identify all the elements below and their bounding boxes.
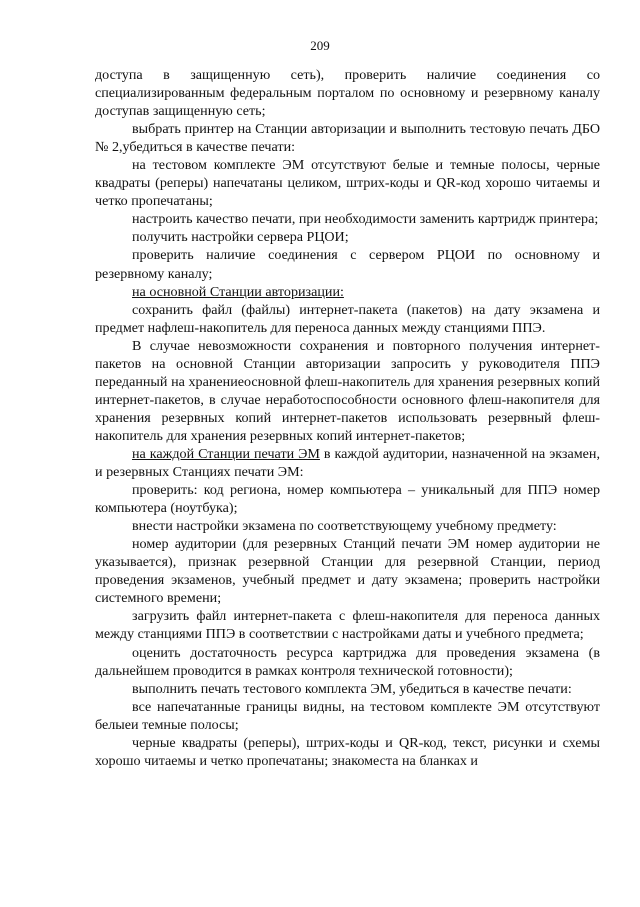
print-station-heading-rest: в каждой аудитории, назначенной на экзамен, и резервных Станциях печати ЭМ: [95,445,600,481]
paragraph-select-printer: выбрать принтер на Станции авторизации и выполнить тестовую печать ДБО № 2,убедиться в качестве печати: [95,121,600,156]
paragraph-test-kit-quality: на тестовом комплекте ЭМ отсутствуют белые и темные полосы, черные квадраты (реперы) напечатаны целиком, штрих-коды и QR-код хорошо читаемы и четко пропечатаны; [95,157,600,210]
paragraph-load-package: загрузить файл интернет-пакета с флеш-накопителя для переноса данных между станциями ППЭ в соответствии с настройками даты и учебного предмета; [95,608,600,643]
paragraph-main-station-heading [95,283,600,301]
print-station-heading: на каждой Станции печати ЭМ [132,445,320,462]
paragraph-room-number: номер аудитории (для резервных Станций печати ЭМ номер аудитории не указывается), признак резервной Станции для резервной Станции, период проведения экзаменов, учебный предмет и дату экзамена; проверить настройки системного времени; [95,536,600,607]
paragraph-exam-settings: внести настройки экзамена по соответствующему учебному предмету: [132,518,557,535]
document-body [95,66,600,770]
paragraph-black-squares: черные квадраты (реперы), штрих-коды и QR-код, текст, рисунки и схемы хорошо читаемы и четко пропечатаны; знакоместа на бланках и [95,734,600,769]
paragraph-print-quality: настроить качество печати, при необходимости заменить картридж принтера; [132,211,599,228]
paragraph-continuation: доступа в защищенную сеть), проверить наличие соединения со специализированным федеральным порталом по основному и резервному каналу доступав защищенную сеть; [95,67,600,120]
page-number: 209 [310,38,330,53]
paragraph-borders-visible: все напечатанные границы видны, на тестовом комплекте ЭМ отсутствуют белыеи темные полосы; [95,698,600,733]
paragraph-rcoi-settings: получить настройки сервера РЦОИ; [132,229,349,246]
paragraph-test-print: выполнить печать тестового комплекта ЭМ, убедиться в качестве печати: [132,680,572,697]
paragraph-rcoi-connection: проверить наличие соединения с сервером РЦОИ по основному и резервному каналу; [95,247,600,282]
paragraph-backup-flash: В случае невозможности сохранения и повторного получения интернет-пакетов на основной Станции авторизации запросить у руководителя ППЭ переданный на хранениеосновной флеш-накопитель для хранения резервных копий интернет-пакетов, в случае неработоспособности основного флеш-накопителя для хранения резервных копий интернет-пакетов использовать резервный флеш-накопитель для хранения резервных копий интернет-пакетов; [95,337,600,444]
main-station-heading: на основной Станции авторизации: [132,283,344,300]
paragraph-save-internet-package: сохранить файл (файлы) интернет-пакета (пакетов) на дату экзамена и предмет нафлеш-накопитель для переноса данных между станциями ППЭ. [95,301,600,336]
paragraph-cartridge: оценить достаточность ресурса картриджа для проведения экзамена (в дальнейшем проводится в рамках контроля технической готовности); [95,644,600,679]
paragraph-check-region-code: проверить: код региона, номер компьютера – уникальный для ППЭ номер компьютера (ноутбука); [95,482,600,517]
paragraph-print-station-heading [95,445,600,481]
